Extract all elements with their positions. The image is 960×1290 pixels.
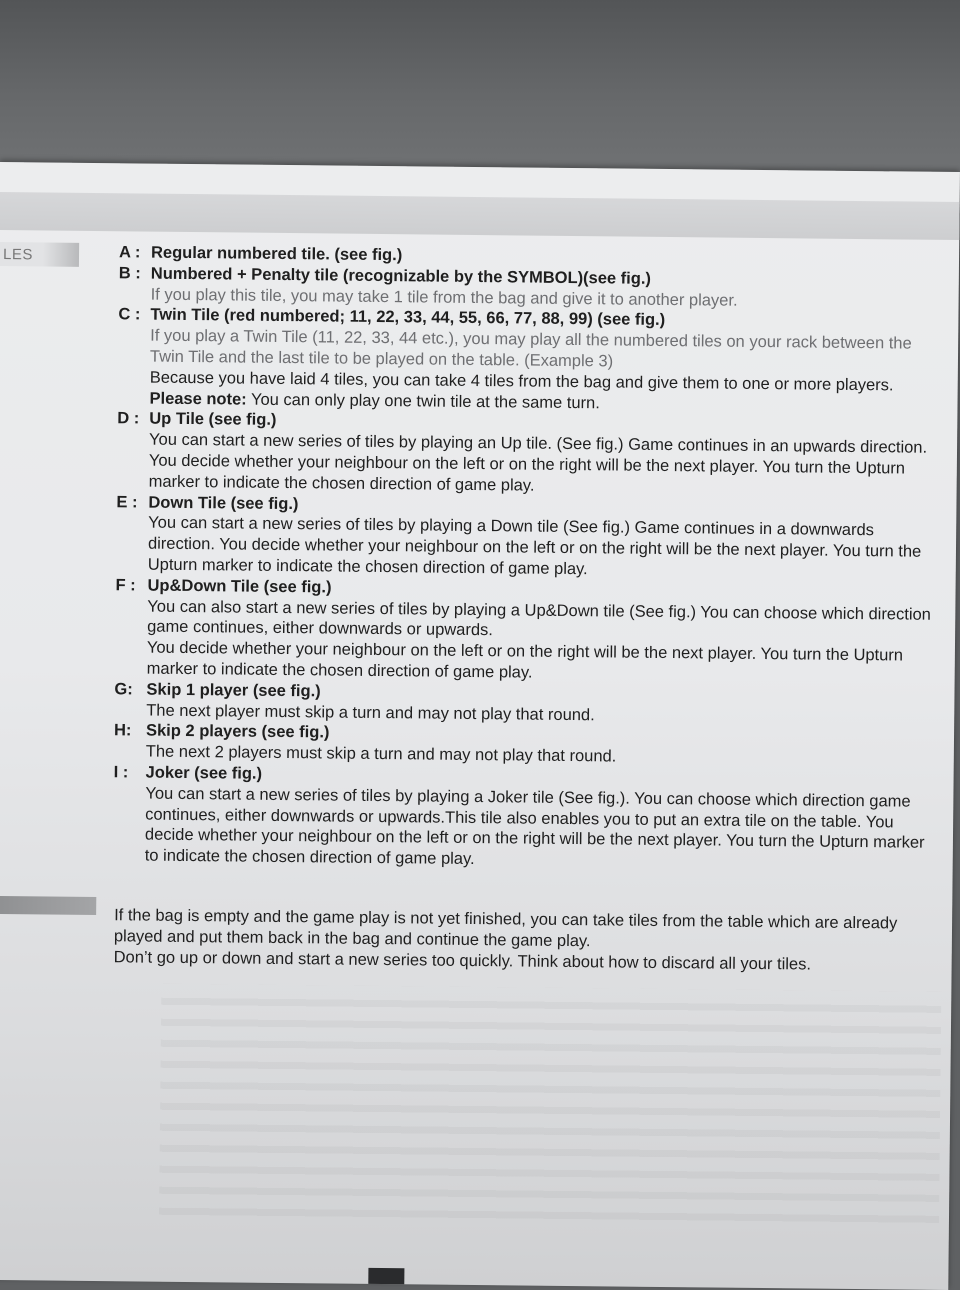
rule-title: Up&Down Tile (see fig.) (147, 576, 332, 597)
rule-item-c (117, 305, 943, 418)
rule-text: You can start a new series of tiles by playing a Joker tile (See fig.). You can choose which direction game continues, either downwards or upwards.This tile also enables you to put an extra tile on the table. You decide whether your neighbour on the left or on the right will be the next player. You turn the Upturn marker to indicate the chosen direction of game play. (144, 784, 925, 869)
rule-letter: I : (113, 763, 129, 782)
note-label: Please note: (149, 389, 247, 409)
rule-letter: D : (117, 409, 140, 428)
rule-text: The next 2 players must skip a turn and may not play that round. (145, 742, 617, 766)
page-header-band (0, 192, 960, 240)
rule-letter: B : (118, 264, 141, 283)
background-surface (0, 0, 960, 175)
footnote-block (114, 905, 925, 976)
rulebook-page (0, 162, 960, 1290)
rule-item-i (113, 762, 939, 875)
rule-letter: H: (113, 721, 132, 740)
show-through-text (159, 984, 941, 1232)
rule-text: You decide whether your neighbour on the left or on the right will be the next player. You turn the Upturn marker to indicate the chosen direction of game play. (146, 638, 904, 682)
rule-title: Regular numbered tile. (see fig.) (150, 243, 403, 265)
rule-title: Twin Tile (red numbered; 11, 22, 33, 44, 55, 66, 77, 88, 99) (see fig.) (150, 305, 666, 330)
rule-text: If you play a Twin Tile (11, 22, 33, 44 etc.), you may play all the numbered tiles on your rack between the Twin Tile and the last tile to be played on the table. (Example 3) (149, 326, 912, 371)
section-side-tab (0, 242, 79, 267)
rule-letter: C : (118, 305, 141, 324)
rule-text: The next player must skip a turn and may not play that round. (146, 701, 595, 724)
rule-text: You can start a new series of tiles by playing a Down tile (See fig.) Game continues in a downwards direction. You decide whether your neighbour on the left or on the right will be the next player. You turn the Upturn marker to indicate the chosen direction of game play. (147, 513, 922, 579)
footnote-text: If the bag is empty and the game play is not yet finished, you can take tiles from the table which are already played and put them back in the bag and continue the game play. (113, 906, 898, 951)
tile-rules-list (113, 242, 944, 875)
rule-letter: F : (115, 575, 136, 595)
rule-title: Up Tile (see fig.) (149, 409, 277, 430)
rule-letter: A : (118, 243, 141, 262)
rule-item-d (117, 409, 943, 501)
rule-text: You can also start a new series of tiles by playing a Up&Down tile (See fig.) You can choose which direction game continues, either downwards or upwards. (147, 597, 932, 640)
rule-text: If you play this tile, you may take 1 tile from the bag and give it to another player. (150, 285, 738, 310)
rule-letter: E : (116, 492, 138, 512)
rule-text: Because you have laid 4 tiles, you can take 4 tiles from the bag and give them to one or more players. (149, 368, 894, 395)
rule-title: Skip 2 players (see fig.) (145, 721, 330, 742)
rule-letter: G: (114, 679, 133, 699)
page-number-box (368, 1268, 404, 1284)
footnote-text: Don’t go up or down and start a new series too quickly. Think about how to discard all your tiles. (113, 947, 812, 974)
note-text: You can only play one twin tile at the same turn. (246, 390, 600, 412)
footnote-side-bar (0, 896, 96, 915)
rule-title: Down Tile (see fig.) (148, 493, 299, 513)
rule-item-e (116, 492, 942, 584)
side-tab-label: LES (2, 246, 33, 264)
rule-item-f (115, 575, 941, 688)
rule-text: You can start a new series of tiles by playing an Up tile. (See fig.) Game continues in an upwards direction. You decide whether your neighbour on the left or on the right will be the next player. You turn the Upturn marker to indicate the chosen direction of game play. (148, 430, 928, 495)
rule-title: Numbered + Penalty tile (recognizable by the SYMBOL)(see fig.) (150, 264, 652, 288)
rule-title: Joker (see fig.) (145, 763, 263, 783)
rule-title: Skip 1 player (see fig.) (146, 680, 321, 701)
